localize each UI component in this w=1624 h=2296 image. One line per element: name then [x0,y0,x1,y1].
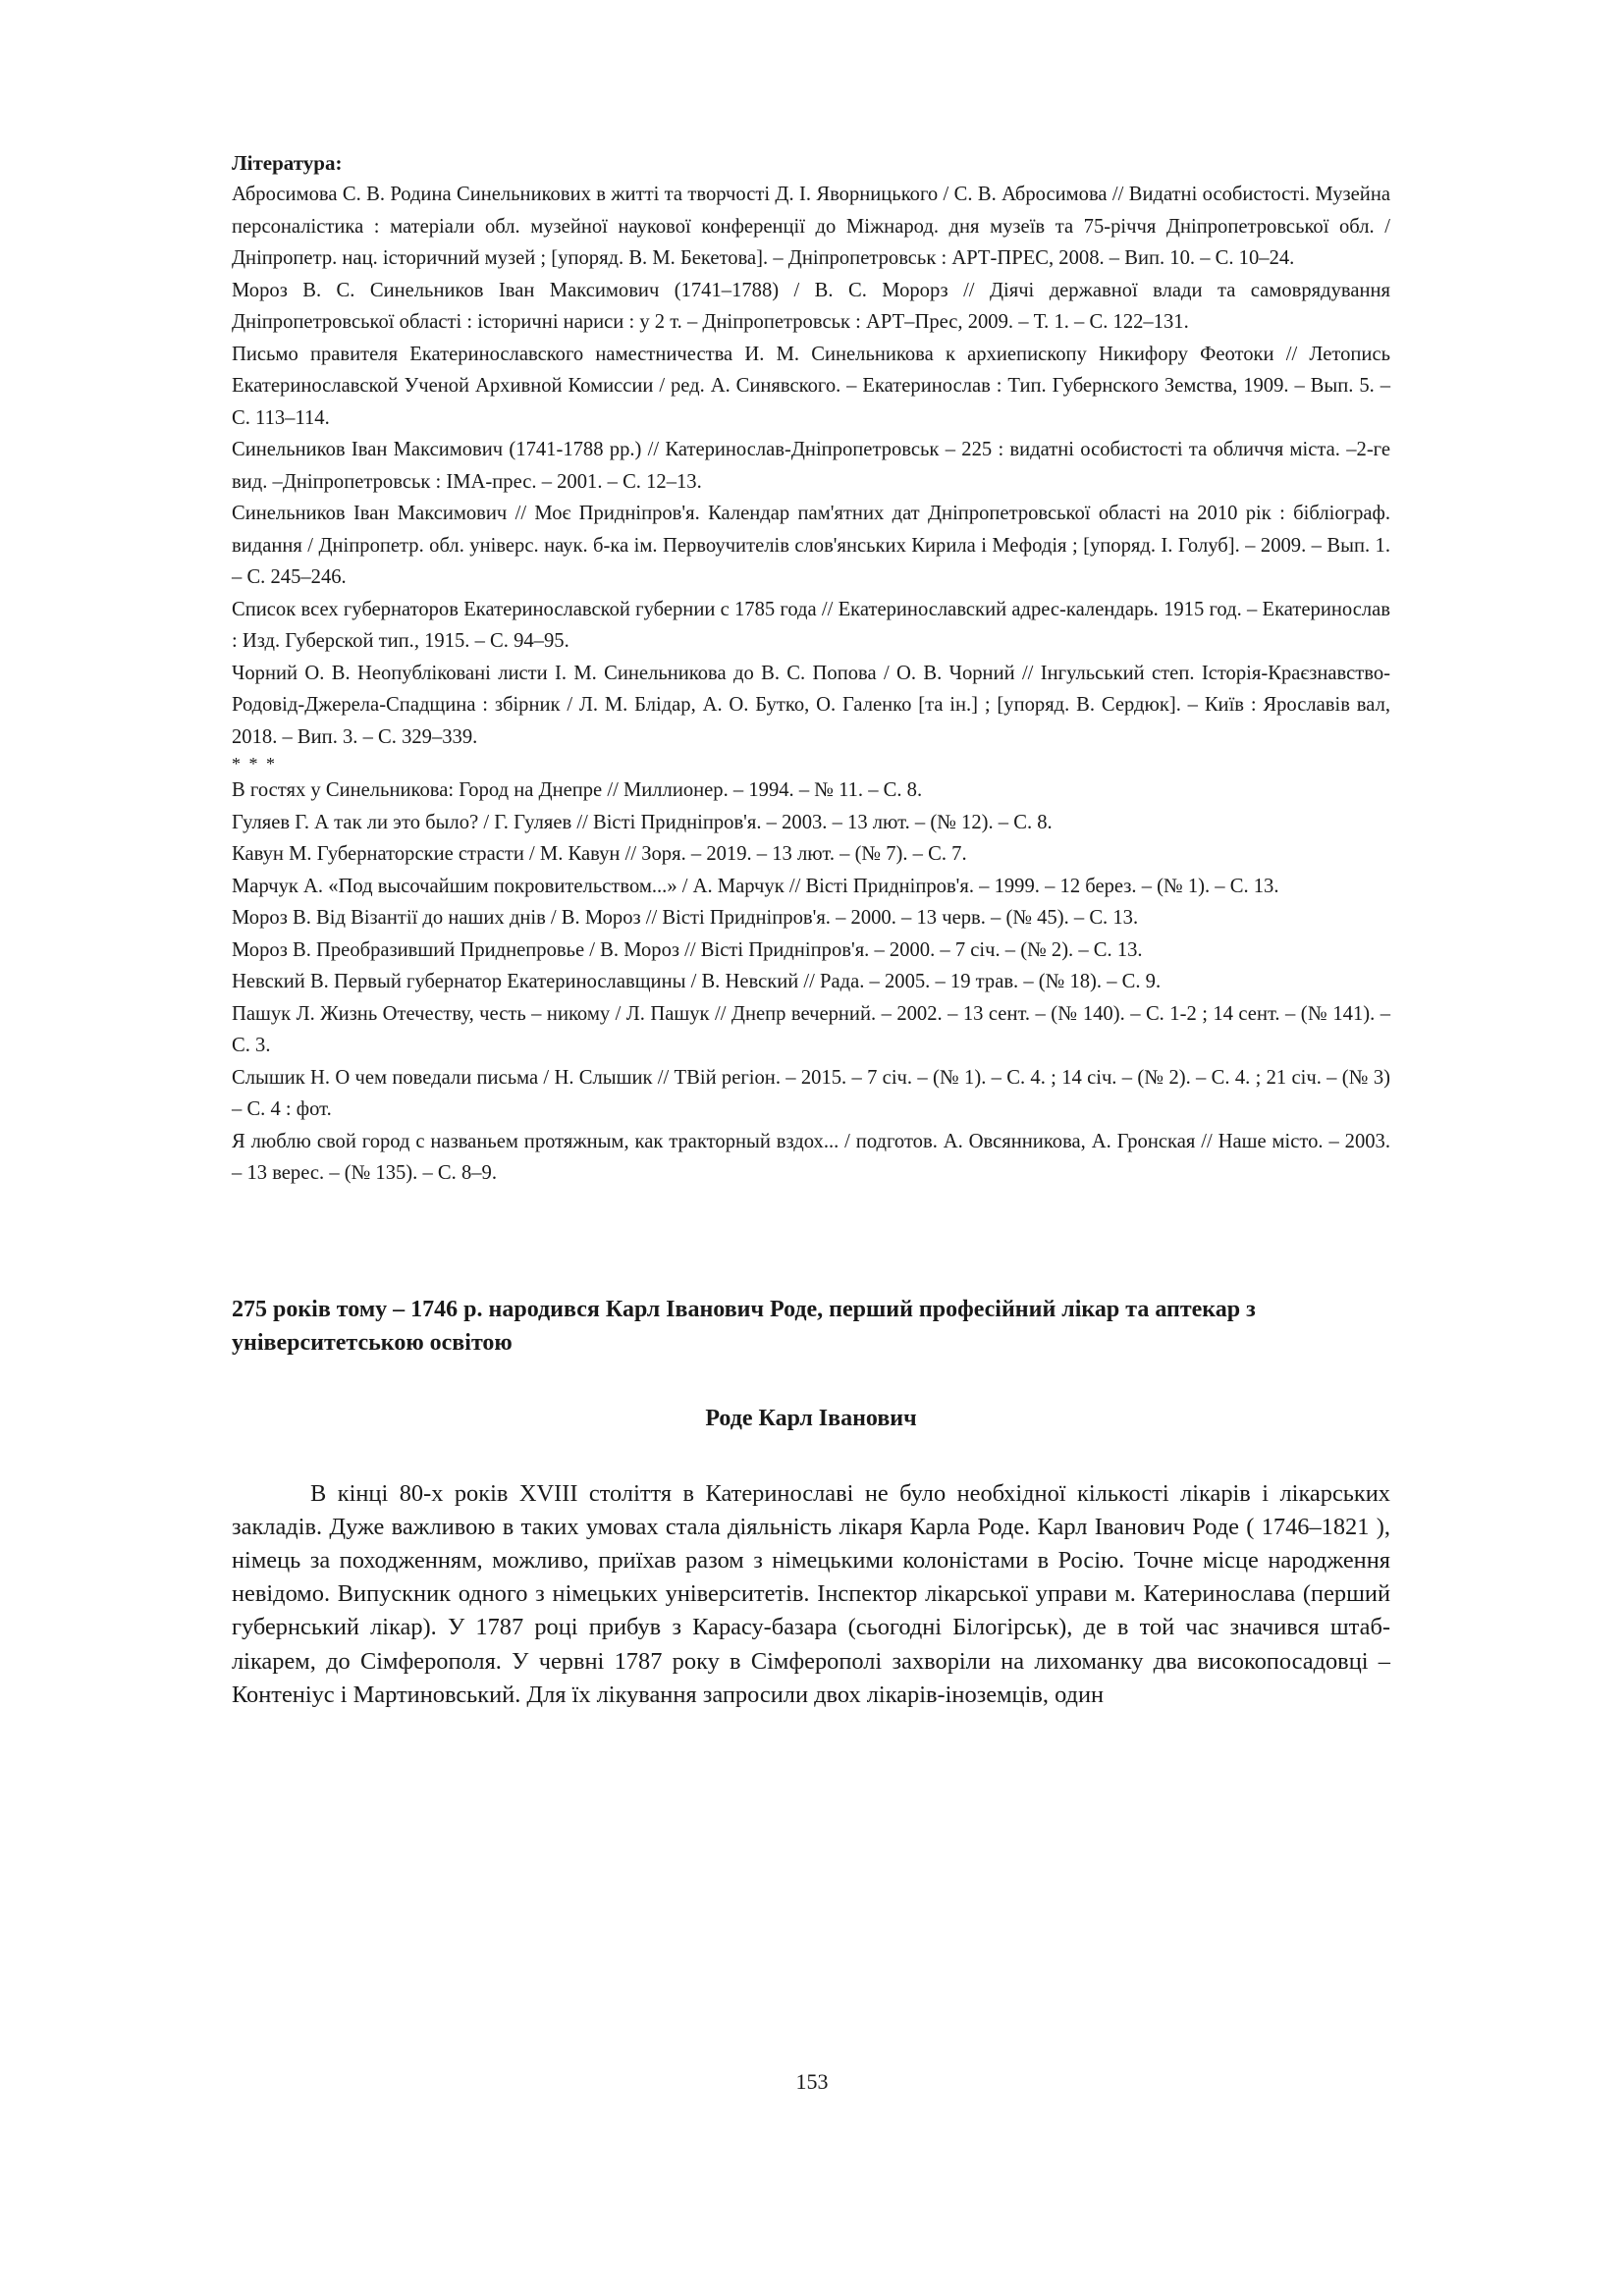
periodical-reference-item: Я люблю свой город с названьем протяжным, как тракторный вздох... / подготов. А. Овсянникова, А. Гронская // Наше місто. – 2003. – 13 верес. – (№ 135). – С. 8–9. [232,1130,1390,1184]
reference-item: Синельников Іван Максимович // Моє Придніпров'я. Календар пам'ятних дат Дніпропетровської області на 2010 рік : бібліограф. видання / Дніпропетр. обл. універс. наук. б-ка ім. Первоучителів слов'янських Кирила і Мефодія ; [упоряд. І. Голуб]. – 2009. – Вып. 1. – С. 245–246. [232,503,1390,588]
periodical-reference-item: Невский В. Первый губернатор Екатеринославщины / В. Невский // Рада. – 2005. – 19 трав. – (№ 18). – С. 9. [232,971,1162,992]
article-title: Роде Карл Іванович [705,1405,917,1431]
article-paragraph: В кінці 80-х років XVIII століття в Катеринославі не було необхідної кількості лікарів і лікарських закладів. Дуже важливою в таких умовах стала діяльність лікаря Карла Роде. Карл Іванович Роде ( 1746–1821 ), німець за походженням, можливо, приїхав разом з німецькими колоністами в Росію. Точне місце народження невідомо. Випускник одного з німецьких університетів. Інспектор лікарської управи м. Катеринослава (перший губернський лікар). У 1787 році прибув з Карасу-базара (сьогодні Білогірськ), де в той час значився штаб-лікарем, до Сімферополя. У червні 1787 року в Сімферополі захворіли на лихоманку два високопосадовці – Контеніус і Мартиновський. Для їх лікування запросили двох лікарів-іноземців, один [232,1479,1390,1708]
reference-item: Абросимова С. В. Родина Синельникових в житті та творчості Д. І. Яворницького / С. В. Абросимова // Видатні особистості. Музейна персоналістика : матеріали обл. музейної наукової конференції до Міжнарод. дня музеїв та 75-річчя Дніпропетровської обл. / Дніпропетр. нац. історичний музей ; [упоряд. В. М. Бекетова]. – Дніпропетровськ : АРТ-ПРЕС, 2008. – Вип. 10. – С. 10–24. [232,184,1390,269]
reference-item: Синельников Іван Максимович (1741-1788 рр.) // Катеринослав-Дніпропетровськ – 225 : видатні особистості та обличчя міста. –2-ге вид. –Дніпропетровськ : ІМА-прес. – 2001. – С. 12–13. [232,439,1390,493]
references-list [232,179,1390,753]
periodical-reference-item: Гуляев Г. А так ли это было? / Г. Гуляев // Вісті Придніпров'я. – 2003. – 13 лют. – (№ 12). – С. 8. [232,811,1053,833]
periodical-reference-item: Мороз В. Від Візантії до наших днів / В. Мороз // Вісті Придніпров'я. – 2000. – 13 черв. – (№ 45). – С. 13. [232,907,1139,929]
periodical-reference-item: В гостях у Синельникова: Город на Днепре // Миллионер. – 1994. – № 11. – С. 8. [232,779,923,801]
reference-item: Мороз В. С. Синельников Іван Максимович (1741–1788) / В. С. Морорз // Діячі державної влади та самоврядування Дніпропетровської області : історичні нариси : у 2 т. – Дніпропетровськ : АРТ–Прес, 2009. – Т. 1. – С. 122–131. [232,279,1390,333]
literature-heading: Література: [232,151,343,175]
periodical-reference-item: Марчук А. «Под высочайшим покровительством...» / А. Марчук // Вісті Придніпров'я. – 1999. – 12 берез. – (№ 1). – С. 13. [232,875,1279,897]
page-number: 153 [795,2069,829,2094]
periodical-reference-item: Пашук Л. Жизнь Отечеству, честь – никому / Л. Пашук // Днепр вечерний. – 2002. – 13 сент. – (№ 140). – С. 1-2 ; 14 сент. – (№ 141). – С. 3. [232,1002,1390,1056]
periodical-references-list [232,774,1390,1190]
event-heading: 275 років тому – 1746 р. народився Карл Іванович Роде, перший професійний лікар та аптекар з університетською освітою [232,1296,1256,1356]
reference-item: Чорний О. В. Неопубліковані листи І. М. Синельникова до В. С. Попова / О. В. Чорний // Інгульський степ. Історія-Краєзнавство-Родовід-Джерела-Спадщина : збірник / Л. М. Блідар, А. О. Бутко, О. Галенко [та ін.] ; [упоряд. В. Сердюк]. – Київ : Ярославів вал, 2018. – Вип. 3. – С. 329–339. [232,662,1390,748]
periodical-reference-item: Мороз В. Преобразивший Приднепровье / В. Мороз // Вісті Придніпров'я. – 2000. – 7 січ. – (№ 2). – С. 13. [232,938,1143,961]
reference-item: Список всех губернаторов Екатеринославской губернии с 1785 года // Екатеринославский адрес-календарь. 1915 год. – Екатеринослав : Изд. Губерской тип., 1915. – С. 94–95. [232,598,1390,652]
section-separator: * * * [232,754,277,774]
page-content [232,147,1390,1712]
periodical-reference-item: Слышик Н. О чем поведали письма / Н. Слышик // ТВій регіон. – 2015. – 7 січ. – (№ 1). – С. 4. ; 14 січ. – (№ 2). – С. 4. ; 21 січ. – (№ 3) – С. 4 : фот. [232,1066,1390,1120]
periodical-reference-item: Кавун М. Губернаторские страсти / М. Кавун // Зоря. – 2019. – 13 лют. – (№ 7). – С. 7. [232,843,967,865]
reference-item: Письмо правителя Екатеринославского наместничества И. М. Синельникова к архиепископу Никифору Феотоки // Летопись Екатеринославской Ученой Архивной Комиссии / ред. А. Синявского. – Екатеринослав : Тип. Губернского Земства, 1909. – Вып. 5. – С. 113–114. [232,343,1390,429]
